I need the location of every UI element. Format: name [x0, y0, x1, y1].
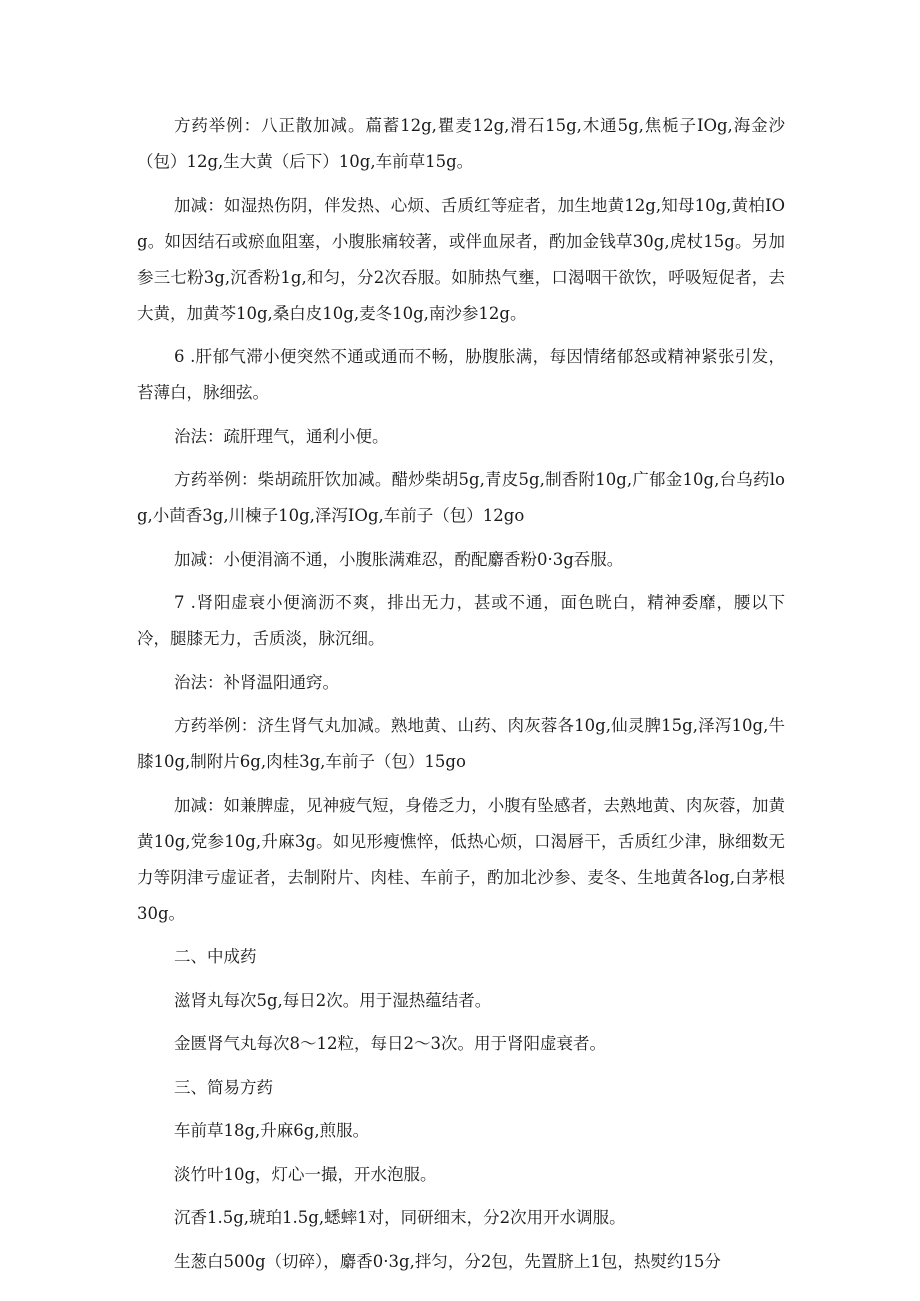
syndrome-kidney-yang-deficiency: 7 .肾阳虚衰小便滴沥不爽，排出无力，甚或不通，面色晄白，精神委靡，腰以下冷，腿膝无力，舌质淡，脉沉细。	[137, 593, 785, 648]
section-heading-patent-medicine: 二、中成药	[174, 947, 257, 966]
remedy-scallion-musk: 生葱白500g（切碎），麝香0·3g,拌匀，分2包，先置脐上1包，热熨约15分	[174, 1251, 721, 1271]
document-body	[137, 108, 785, 1287]
remedy-plantain: 车前草18g,升麻6g,煎服。	[174, 1121, 370, 1140]
syndrome-liver-qi-stagnation: 6 .肝郁气滞小便突然不通或通而不畅，胁腹胀满，每因情绪郁怒或精神紧张引发，苔薄白，脉细弦。	[137, 347, 785, 402]
treatment-principle-kidney: 治法：补肾温阳通窍。	[174, 672, 339, 692]
patent-medicine-zishen: 滋肾丸每次5g,每日2次。用于湿热蕴结者。	[174, 990, 492, 1010]
remedy-bamboo-leaf: 淡竹叶10g，灯心一撮，开水泡服。	[174, 1164, 437, 1184]
patent-medicine-jingui: 金匮肾气丸每次8～12粒，每日2～3次。用于肾阳虚衰者。	[174, 1034, 606, 1053]
prescription-chaihu: 方药举例：柴胡疏肝饮加减。醋炒柴胡5g,青皮5g,制香附10g,广郁金10g,台乌药log,小茴香3g,川楝子10g,泽泻IOg,车前子（包）12go	[137, 470, 785, 525]
modification-kidney: 加减：如兼脾虚，见神疲气短，身倦乏力，小腹有坠感者，去熟地黄、肉灰蓉，加黄黄10g,党参10g,升麻3g。如见形瘦憔悴，低热心烦，口渴唇干，舌质红少津，脉细数无力等阴津亏虚证者，去制附片、肉桂、车前子，酌加北沙参、麦冬、生地黄各log,白茅根30g。	[137, 795, 785, 923]
prescription-jisheng: 方药举例：济生肾气丸加减。熟地黄、山药、肉灰蓉各10g,仙灵脾15g,泽泻10g,牛膝10g,制附片6g,肉桂3g,车前子（包）15go	[137, 716, 785, 771]
modification-damp-heat: 加减：如湿热伤阴，伴发热、心烦、舌质红等症者，加生地黄12g,知母10g,黄柏IOg。如因结石或瘀血阻塞，小腹胀痛较著，或伴血尿者，酌加金钱草30g,虎杖15g。另加参三七粉3g,沉香粉1g,和匀，分2次吞服。如肺热气壅，口渴咽干欲饮，呼吸短促者，去大黄，加黄芩10g,桑白皮10g,麦冬10g,南沙参12g。	[137, 195, 785, 323]
prescription-bazheng: 方药举例：八正散加减。萹蓄12g,瞿麦12g,滑石15g,木通5g,焦栀子IOg,海金沙（包）12g,生大黄（后下）10g,车前草15g。	[137, 116, 785, 171]
treatment-principle-liver: 治法：疏肝理气，通利小便。	[174, 426, 389, 446]
section-heading-simple-remedies: 三、简易方药	[174, 1077, 273, 1097]
remedy-agarwood-amber: 沉香1.5g,琥珀1.5g,蟋蟀1对，同研细末，分2次用开水调服。	[174, 1208, 626, 1227]
modification-liver: 加减：小便涓滴不通，小腹胀满难忍，酌配麝香粉0·3g吞服。	[174, 549, 624, 569]
